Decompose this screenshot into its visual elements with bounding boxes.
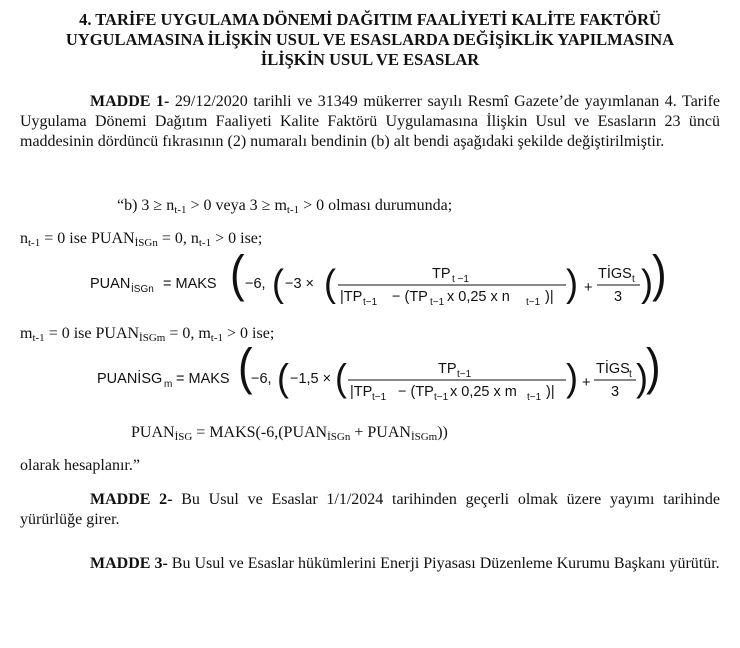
m-line-sub-2: İSGm [139, 332, 166, 344]
n-line-sub-2: İSGn [134, 237, 158, 249]
f1-minus6: −6, [245, 276, 266, 292]
article-3 [20, 554, 720, 574]
f2-den-b: − (TP [398, 384, 434, 400]
n-line-sub-3: t-1 [198, 237, 212, 249]
condition-sub-2: t-1 [286, 204, 300, 216]
f2-coef: −1,5 × [290, 371, 332, 387]
f1-three: 3 [614, 289, 623, 305]
f2-den-sub3: t−1 [527, 392, 542, 403]
total-sub-2: İSGn [327, 431, 351, 443]
f2-den-c: x 0,25 x m [450, 384, 517, 400]
m-line-d: > 0 ise; [223, 325, 275, 342]
f1-lhs: PUAN [90, 276, 131, 292]
f1-tigs-sub: t [632, 274, 635, 285]
f2-paren-open-3: ( [335, 356, 347, 399]
total-c: + PUAN [350, 424, 411, 441]
n-line-c: = 0, n [157, 230, 199, 247]
article-1-label: MADDE 1- [90, 93, 170, 110]
closing-line: olarak hesaplanır.” [20, 457, 140, 474]
f1-den-sub2: t−1 [430, 297, 445, 308]
f2-num-sub: t−1 [457, 369, 472, 380]
total-sub-1: İSG [174, 431, 193, 443]
f1-tigs: TİGS [598, 266, 632, 282]
f2-paren-close-2: ) [636, 356, 648, 399]
f2-tigs-sub: t [629, 369, 632, 380]
article-1-text: 29/12/2020 tarihli ve 31349 mükerrer sayılı Resmî Gazete’de yayımlanan 4. Tarife Uygulama Dönemi Dağıtım Faaliyeti Kalite Faktörü Uygulamasına İlişkin Usul ve Esasların 23 üncü maddesinin dördüncü fıkrasının (2) numaralı bendinin (b) alt bendi aşağıdaki şekilde değiştirilmiştir. [20, 93, 720, 150]
formula-1 [90, 246, 667, 308]
f1-eq: = MAKS [163, 276, 217, 292]
f2-three: 3 [611, 384, 620, 400]
f2-lhs-sub: m [164, 379, 173, 390]
f1-den-sub3: t−1 [526, 297, 541, 308]
m-line-sub-3: t-1 [210, 332, 224, 344]
formula-2 [97, 339, 661, 403]
total-a: PUAN [131, 424, 175, 441]
condition-text-b: > 0 veya 3 ≥ m [186, 197, 287, 214]
m-line-c: = 0, m [165, 325, 211, 342]
f2-den-sub2: t−1 [434, 392, 449, 403]
n-line-sub-1: t-1 [28, 237, 41, 249]
m-line-a: m [20, 325, 33, 342]
f1-coef: −3 × [285, 276, 315, 292]
f1-paren-open-1: ( [230, 246, 245, 303]
f2-paren-close-3: ) [566, 356, 578, 399]
article-3-text: Bu Usul ve Esaslar hükümlerini Enerji Piyasası Düzenleme Kurumu Başkanı yürütür. [167, 555, 720, 572]
n-line-b: = 0 ise PUAN [40, 230, 135, 247]
total-d: )) [437, 424, 448, 441]
n-line-d: > 0 ise; [211, 230, 263, 247]
f1-num: TP [432, 266, 451, 282]
f2-tigs: TİGS [596, 361, 630, 377]
f1-den-a: |TP [340, 289, 363, 305]
article-2-text: Bu Usul ve Esaslar 1/1/2024 tarihinden geçerli olmak üzere yayımı tarihinde yürürlüğe girer. [20, 491, 720, 528]
f1-paren-close-3: ) [566, 262, 578, 305]
title-line-2: UYGULAMASINA İLİŞKİN USUL VE ESASLARDA DEĞİŞİKLİK YAPILMASINA [65, 30, 675, 49]
total-b: = MAKS(-6,(PUAN [192, 424, 328, 441]
f1-den-c: x 0,25 x n [447, 289, 510, 305]
f2-den-a: |TP [350, 384, 373, 400]
f2-eq: = MAKS [176, 371, 230, 387]
f2-num: TP [438, 361, 457, 377]
m-line-sub-1: t-1 [32, 332, 45, 344]
condition-sub-1: t-1 [174, 204, 187, 216]
f2-den-sub1: t−1 [372, 392, 387, 403]
f1-paren-open-3: ( [324, 262, 336, 305]
article-2-label: MADDE 2- [90, 491, 173, 508]
f2-den-d: )| [546, 384, 555, 400]
f2-paren-open-1: ( [238, 339, 253, 396]
title-line-3: İLİŞKİN USUL VE ESASLAR [260, 50, 480, 69]
f2-paren-close-1: ) [646, 339, 661, 396]
title-line-1: 4. TARİFE UYGULAMA DÖNEMİ DAĞITIM FAALİYETİ KALİTE FAKTÖRÜ [79, 10, 661, 29]
total-formula-line [131, 423, 448, 443]
f1-paren-close-1: ) [652, 246, 667, 303]
f1-lhs-sub: İSGn [131, 284, 154, 295]
f2-paren-open-2: ( [277, 356, 289, 399]
f1-den-d: )| [545, 289, 554, 305]
f2-lhs: PUANİSG [97, 371, 163, 387]
f1-num-sub: t −1 [452, 274, 469, 285]
n-line-a: n [20, 230, 28, 247]
f1-plus: + [584, 280, 593, 296]
m-line-b: = 0 ise PUAN [44, 325, 140, 342]
f1-paren-close-2: ) [641, 262, 653, 305]
condition-text-a: “b) 3 ≥ n [117, 197, 175, 214]
total-sub-3: İSGm [410, 431, 438, 443]
article-3-label: MADDE 3- [90, 555, 168, 572]
f1-den-b: − (TP [392, 289, 428, 305]
f1-paren-open-2: ( [272, 262, 284, 305]
f2-minus6: −6, [251, 371, 272, 387]
condition-text-c: > 0 olması durumunda; [299, 197, 453, 214]
article-2 [20, 490, 720, 530]
f1-den-sub1: t−1 [363, 297, 378, 308]
f2-plus: + [582, 375, 591, 391]
